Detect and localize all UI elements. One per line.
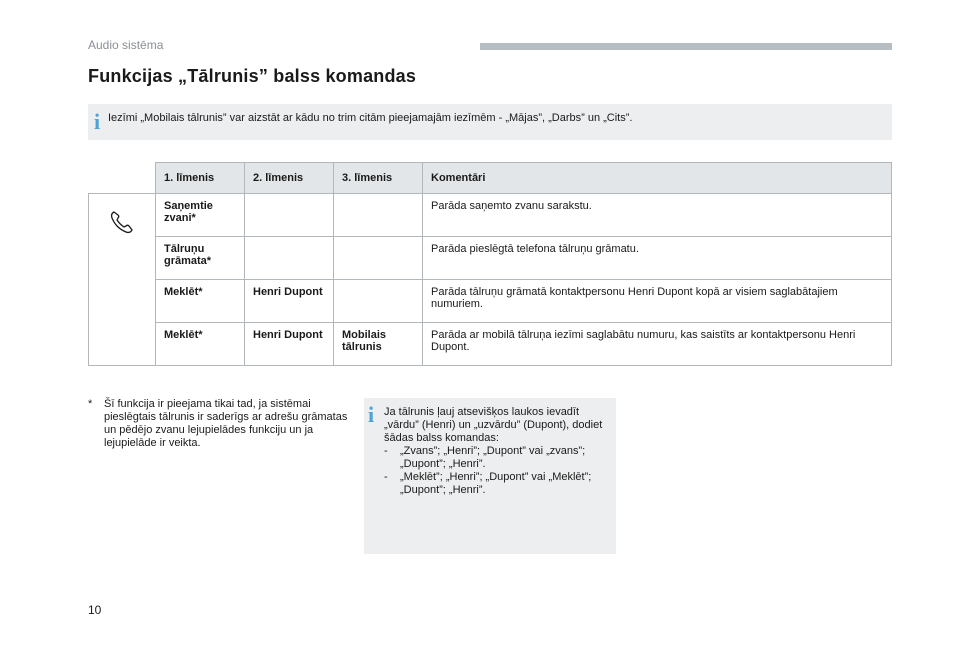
table-header-level2: 2. līmenis <box>245 163 334 194</box>
page-number: 10 <box>88 603 102 617</box>
footnote <box>88 398 348 450</box>
list-dash: - <box>384 471 388 483</box>
table-cell-level2 <box>245 194 334 237</box>
table-cell-comment: Parāda pieslēgtā telefona tālruņu grāmatu. <box>423 237 892 280</box>
table-row <box>89 323 892 366</box>
tip-list <box>384 445 610 497</box>
voice-commands-table <box>88 162 892 366</box>
footnote-marker: * <box>88 398 93 410</box>
table-cell-comment: Parāda ar mobilā tālruņa iezīmi saglabātu numuru, kas saistīts ar kontaktpersonu Henri Dupont. <box>423 323 892 366</box>
table-cell-level3 <box>334 194 423 237</box>
table-cell-level1: Tālruņu grāmata* <box>156 237 245 280</box>
tip-box <box>364 398 616 554</box>
list-dash: - <box>384 445 388 457</box>
info-box <box>88 104 892 140</box>
table-cell-comment: Parāda saņemto zvanu sarakstu. <box>423 194 892 237</box>
table-cell-level2: Henri Dupont <box>245 280 334 323</box>
table-cell-level1: Meklēt* <box>156 280 245 323</box>
table-cell-level2 <box>245 237 334 280</box>
section-label: Audio sistēma <box>88 38 164 52</box>
table-header-blank <box>89 163 156 194</box>
table-cell-level1: Meklēt* <box>156 323 245 366</box>
table-cell-level3 <box>334 280 423 323</box>
table-header-row <box>89 163 892 194</box>
info-text: Iezīmi „Mobilais tālrunis” var aizstāt ar kādu no trim citām pieejamajām iezīmēm - „Mājas”, „Darbs” un „Cits”. <box>108 112 633 124</box>
table-icon-cell <box>89 194 156 366</box>
list-item <box>384 445 610 471</box>
info-icon: i <box>368 402 375 427</box>
list-item-text: „Meklēt”; „Henri”; „Dupont” vai „Meklēt”; „Dupont”; „Henri”. <box>400 471 592 496</box>
phone-handset-icon <box>108 208 136 236</box>
table-row <box>89 280 892 323</box>
table-row <box>89 237 892 280</box>
table-cell-level1: Saņemtie zvani* <box>156 194 245 237</box>
footnote-text: Šī funkcija ir pieejama tikai tad, ja sistēmai pieslēgtais tālrunis ir saderīgs ar adrešu grāmatas un pēdējo zvanu lejupielādes funkciju un ja lejupielāde ir veikta. <box>104 398 348 449</box>
table-header-level1: 1. līmenis <box>156 163 245 194</box>
list-item <box>384 471 610 497</box>
table-cell-level3: Mobilais tālrunis <box>334 323 423 366</box>
header-bar <box>480 43 892 50</box>
table-cell-level2: Henri Dupont <box>245 323 334 366</box>
list-item-text: „Zvans”; „Henri”; „Dupont” vai „zvans”; „Dupont”; „Henri”. <box>400 445 586 470</box>
table-cell-comment: Parāda tālruņu grāmatā kontaktpersonu Henri Dupont kopā ar visiem saglabātajiem numuriem. <box>423 280 892 323</box>
page-title: Funkcijas „Tālrunis” balss komandas <box>88 66 417 86</box>
tip-intro: Ja tālrunis ļauj atsevišķos laukos ievadīt „vārdu” (Henri) un „uzvārdu” (Dupont), dodiet šādas balss komandas: <box>384 406 603 444</box>
info-icon: i <box>94 109 101 134</box>
table-header-comments: Komentāri <box>423 163 892 194</box>
table-cell-level3 <box>334 237 423 280</box>
table-header-level3: 3. līmenis <box>334 163 423 194</box>
tip-text <box>384 406 610 497</box>
table-row <box>89 194 892 237</box>
